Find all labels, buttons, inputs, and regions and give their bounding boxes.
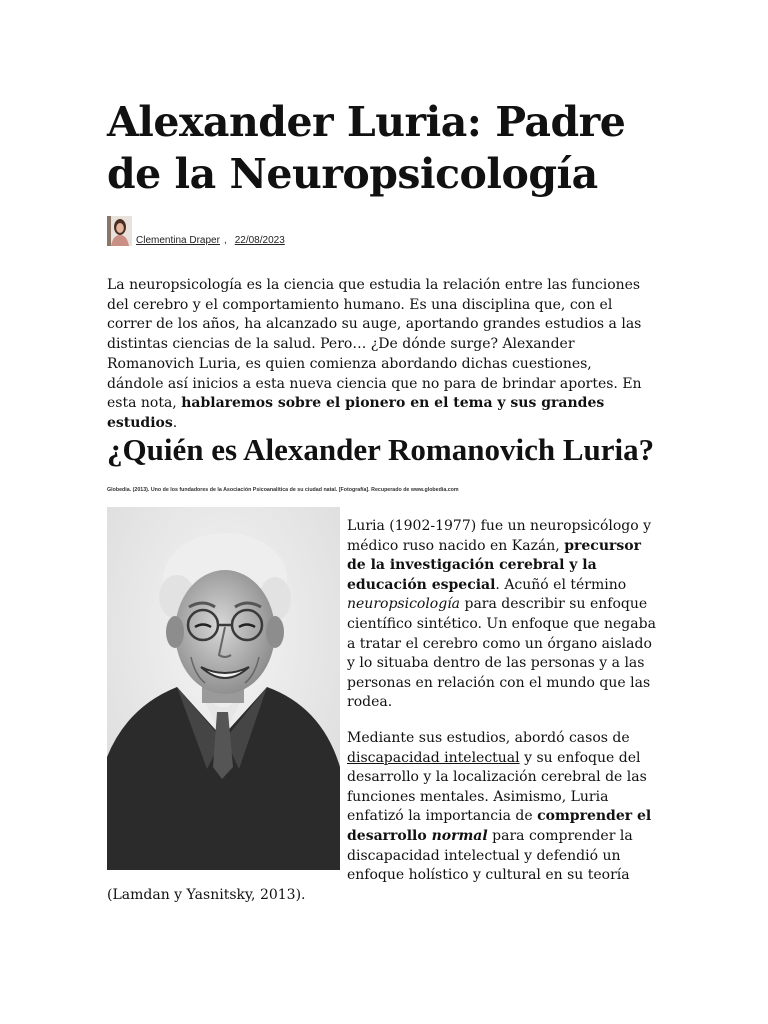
bio-citation: (Lamdan y Yasnitsky, 2013). — [107, 887, 306, 903]
date-link[interactable]: 22/08/2023 — [234, 235, 285, 246]
discapacidad-intelectual-link[interactable]: discapacidad intelectual — [347, 749, 520, 766]
author-avatar — [107, 216, 132, 246]
intro-text: La neuropsicología es la ciencia que estudia la relación entre las funciones del cerebro y el comportamiento humano. Es una disciplina que, con el correr de los años, ha alcanzado su auge, aportando grandes estudios a las distintas ciencias de la salud. Pero… ¿De dónde surge? Alexander Romanovich Luria, es quien comienza abordando dichas cuestiones, dándole así inicios a esta nueva ciencia que no para de brindar aportes. En esta nota, — [107, 277, 642, 412]
byline: Clementina Draper , 22/08/2023 — [107, 216, 285, 246]
photo-caption: Globedia. (2013). Uno de los fundadores de la Asociación Psicoanalítica de su ciudad natal. [Fotografía]. Recuperado de www.globedia.com — [107, 487, 459, 493]
intro-paragraph — [107, 276, 652, 434]
bio-paragraph-2: Mediante sus estudios, abordó casos de discapacidad intelectual y su enfoque del desarrollo y la localización cerebral de las funciones mentales. Asimismo, Luria enfatizó la importancia de comprender el desarrollo normal para comprender la discapacidad intelectual y defendió un enfoque holístico y cultural en su teoría — [347, 730, 652, 884]
article-title: Alexander Luria: Padre de la Neuropsicología — [107, 98, 626, 198]
author-link[interactable]: Clementina Draper — [136, 235, 220, 246]
intro-bold: hablaremos sobre el pionero en el tema y sus grandes estudios — [107, 395, 605, 431]
luria-portrait-photo — [107, 507, 340, 870]
intro-end: . — [172, 414, 178, 431]
bio-paragraph-1: Luria (1902-1977) fue un neuropsicólogo y médico ruso nacido en Kazán, precursor de la investigación cerebral y la educación especial. Acuñó el término neuropsicología para describir su enfoque científico sintético. Un enfoque que negaba a tratar el cerebro como un órgano aislado y lo situaba dentro de las personas y a las personas en relación con el mundo que las rodea. — [347, 518, 656, 711]
section-heading: ¿Quién es Alexander Romanovich Luria? — [107, 432, 655, 467]
